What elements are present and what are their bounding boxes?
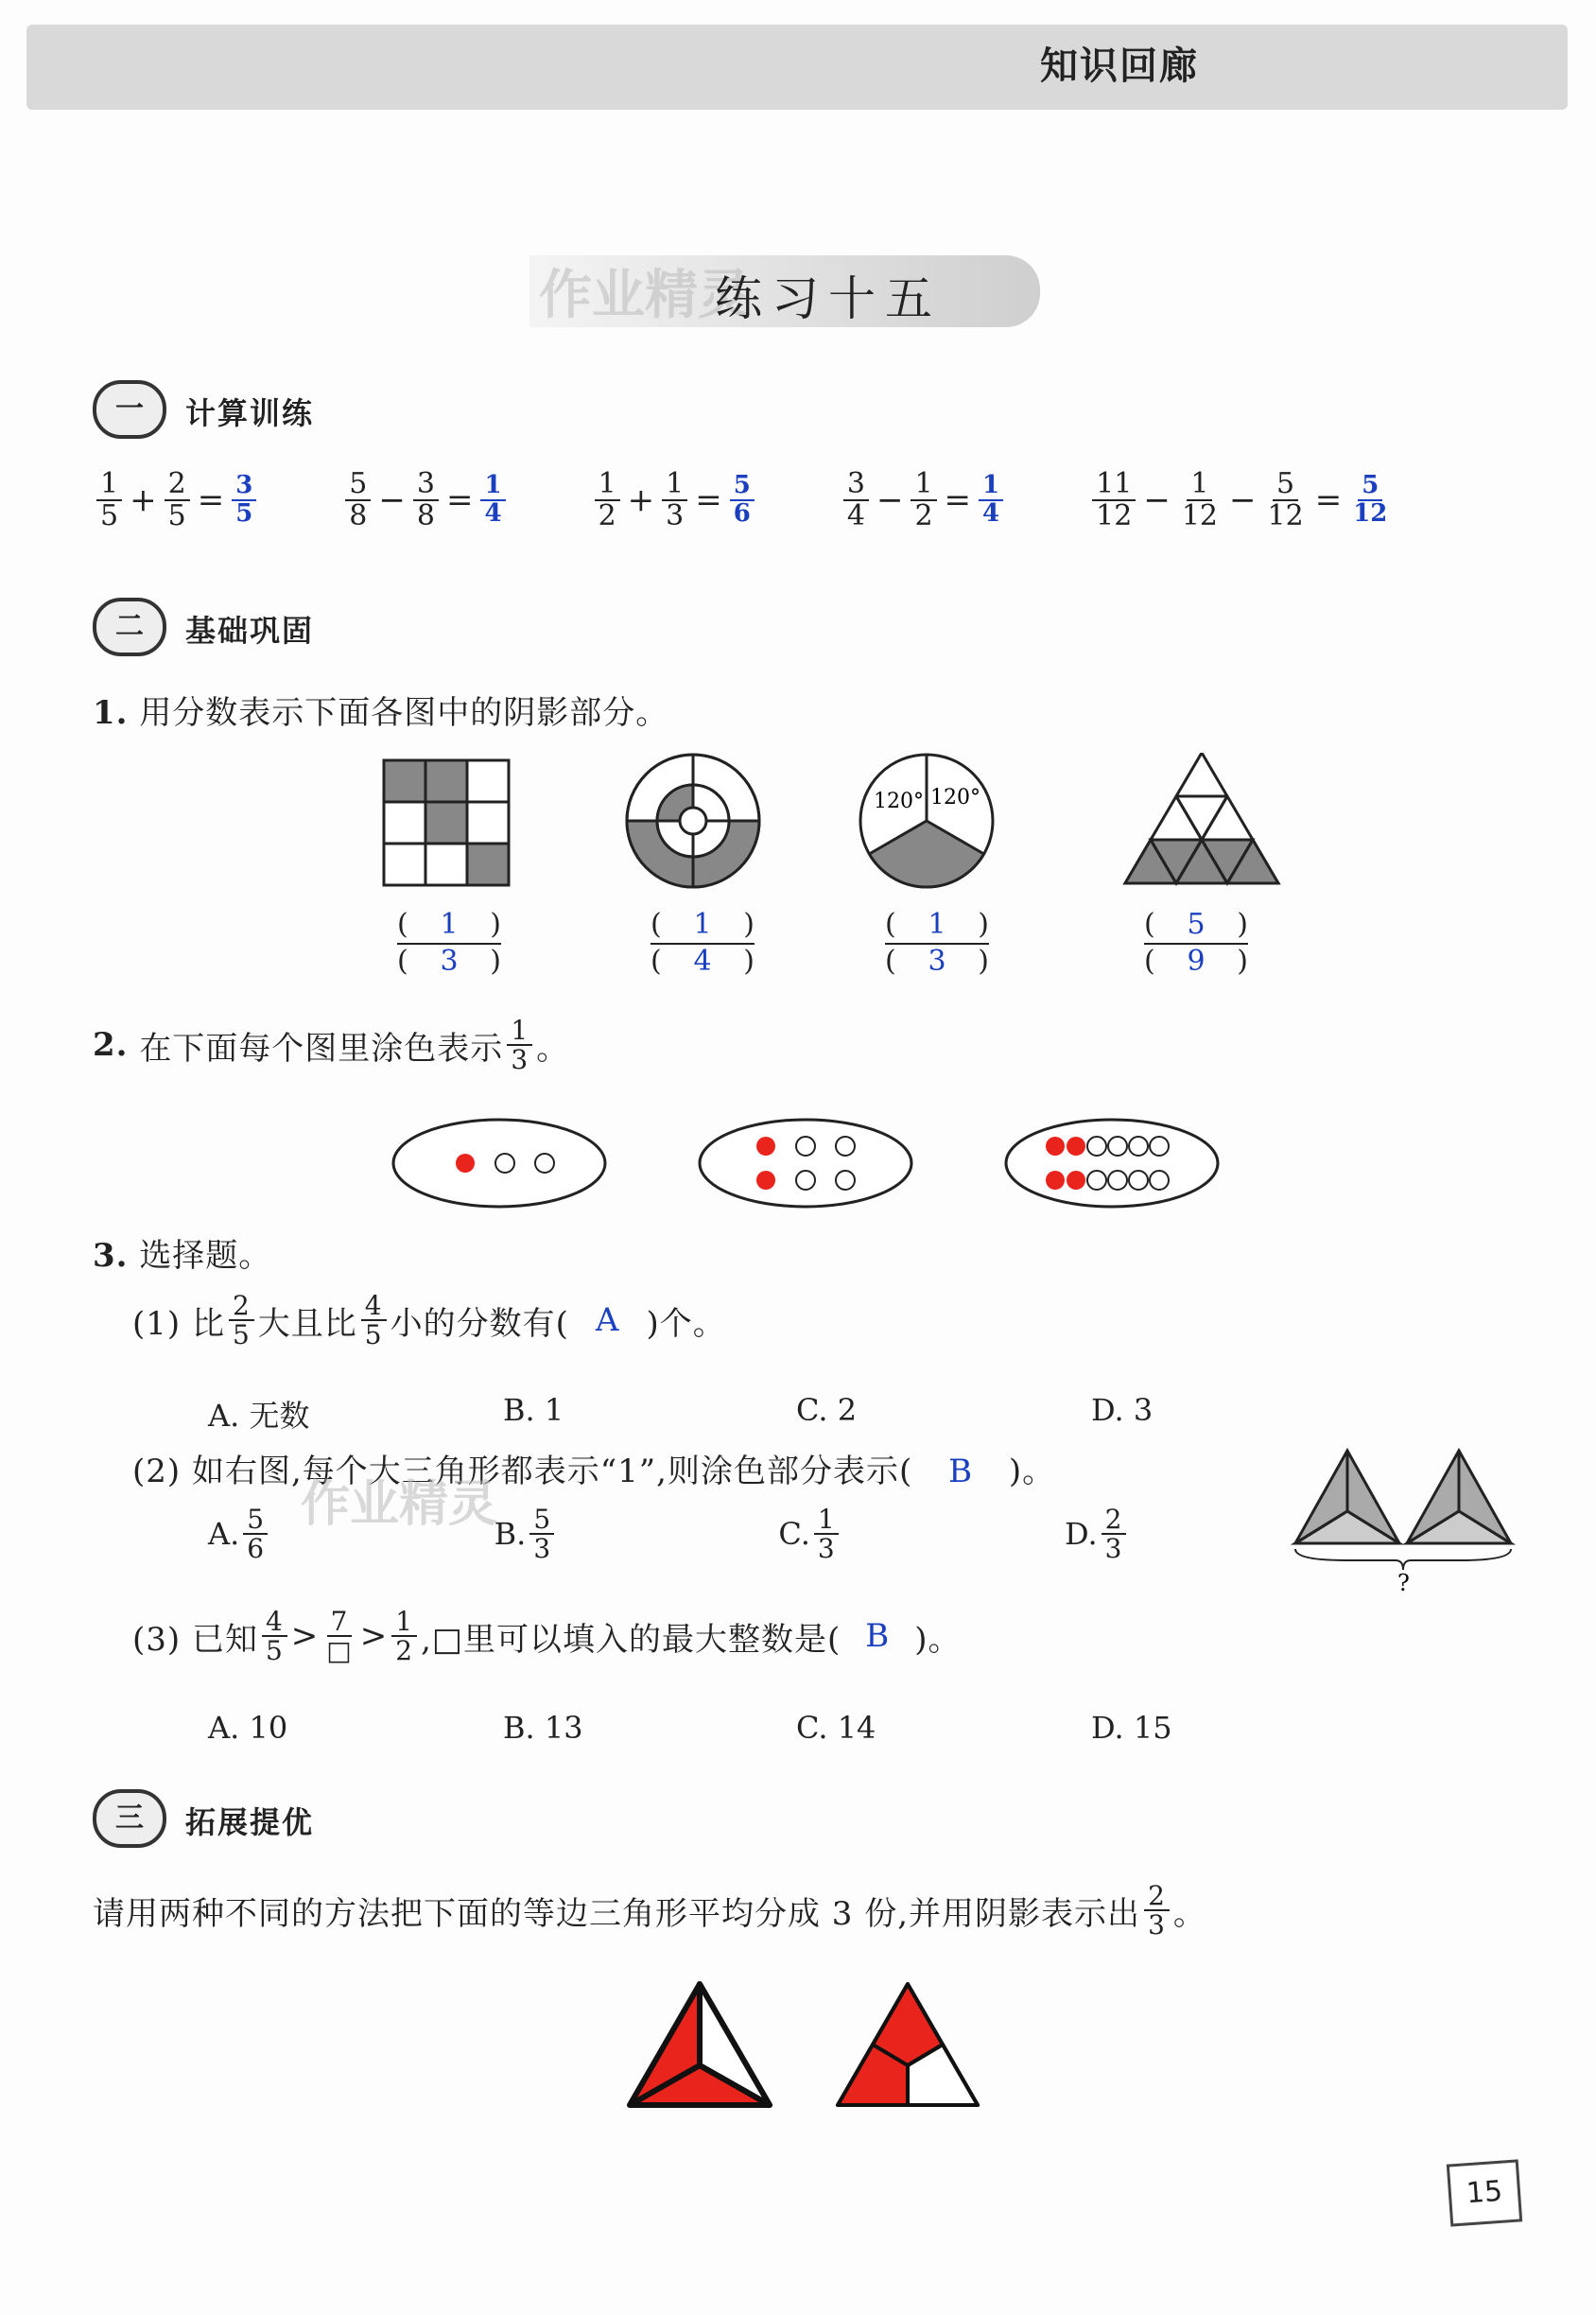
option: C. 2 xyxy=(796,1392,858,1428)
numerator: 1 xyxy=(814,1506,839,1535)
option xyxy=(778,1506,1065,1563)
q3-triangles-figure xyxy=(1290,1443,1526,1594)
numerator: 7 xyxy=(327,1608,353,1637)
operator: = xyxy=(445,480,474,519)
fraction xyxy=(391,1608,417,1665)
q3-part3 xyxy=(132,1608,962,1665)
numerator: 5 xyxy=(1273,469,1298,501)
oval-6 xyxy=(700,1120,911,1207)
operator: = xyxy=(197,480,225,519)
answer-blank xyxy=(885,908,989,978)
paren: ( xyxy=(1144,908,1155,941)
paren: ) xyxy=(743,908,755,941)
fraction xyxy=(1144,1882,1170,1940)
answer: B xyxy=(865,1617,891,1656)
punct: 。 xyxy=(536,1029,570,1068)
question-3 xyxy=(93,1229,271,1276)
denominator: 5 xyxy=(232,1319,251,1351)
q4-triangles xyxy=(624,1976,1002,2118)
option: D. 15 xyxy=(1091,1710,1172,1746)
denominator: 3 xyxy=(533,1533,551,1565)
q3-part1-options xyxy=(208,1392,1248,1436)
question-text: 用分数表示下面各图中的阴影部分。 xyxy=(139,694,669,732)
denominator: 2 xyxy=(598,498,616,532)
fraction xyxy=(322,1608,356,1665)
text: )个。 xyxy=(646,1304,726,1343)
section-badge: 二 xyxy=(93,598,166,656)
denominator: 5 xyxy=(100,498,119,532)
answer: A xyxy=(595,1301,620,1340)
fraction xyxy=(1178,469,1222,531)
svg-text:120°: 120° xyxy=(874,790,924,813)
denominator: 5 xyxy=(265,1635,284,1667)
text: )。 xyxy=(914,1620,962,1659)
text: 大且比 xyxy=(257,1304,357,1343)
denominator: 12 xyxy=(1267,498,1304,532)
numerator: 1 xyxy=(1187,469,1212,501)
denominator: 12 xyxy=(1096,498,1133,532)
q3-part3-options xyxy=(208,1710,1248,1746)
oval-3 xyxy=(393,1120,605,1207)
section-badge: 一 xyxy=(93,380,166,439)
fraction xyxy=(662,469,687,531)
paren: ( xyxy=(651,945,662,978)
numerator: 2 xyxy=(1102,1506,1126,1535)
method-2 xyxy=(838,1984,978,2105)
denominator: 3 xyxy=(511,1044,529,1076)
denominator: 12 xyxy=(1181,498,1218,532)
answer-value: 1 xyxy=(928,908,946,941)
fraction xyxy=(911,469,936,531)
question-number: 2. xyxy=(93,1026,129,1065)
option: B. 13 xyxy=(503,1710,583,1746)
numerator: 3 xyxy=(843,469,869,501)
question-text: 选择题。 xyxy=(139,1237,272,1275)
triangle-figure xyxy=(1125,753,1278,883)
answer-fraction xyxy=(232,473,256,527)
fraction xyxy=(1264,469,1308,531)
option: B. 1 xyxy=(503,1392,564,1428)
numerator: 1 xyxy=(662,469,687,501)
answer-fraction xyxy=(979,473,1003,527)
denominator: 5 xyxy=(167,498,186,532)
denominator: 5 xyxy=(364,1319,383,1351)
watermark: 作业精灵 xyxy=(539,265,751,326)
denominator: □ xyxy=(326,1635,353,1667)
fraction xyxy=(345,469,371,531)
operator: + xyxy=(130,480,157,519)
denominator: 3 xyxy=(1104,1533,1122,1565)
practice-title: 练习十五 xyxy=(715,271,942,326)
numerator: 4 xyxy=(262,1608,287,1637)
numerator: 1 xyxy=(595,469,620,501)
question-4 xyxy=(93,1882,1206,1940)
operator: − xyxy=(378,480,406,519)
text: (2) 如右图,每个大三角形都表示“1”,则涂色部分表示( xyxy=(132,1453,913,1490)
q3-part2 xyxy=(132,1445,1055,1491)
numerator: 11 xyxy=(1092,469,1136,501)
denominator: 4 xyxy=(484,498,502,528)
denominator: 4 xyxy=(982,498,1000,528)
denominator: 4 xyxy=(846,498,865,532)
text: > xyxy=(359,1617,389,1656)
grid-figure xyxy=(384,760,509,885)
paren: ( xyxy=(651,908,662,941)
answer-value: 9 xyxy=(1187,945,1206,978)
fraction xyxy=(243,1506,268,1563)
operator: + xyxy=(627,480,655,519)
question-2 xyxy=(93,1017,569,1074)
paren: ( xyxy=(885,945,896,978)
option-letter: D. xyxy=(1064,1516,1098,1553)
section-title: 计算训练 xyxy=(185,395,315,431)
calc-item xyxy=(1088,469,1395,531)
numerator: 1 xyxy=(911,469,936,501)
calc-item xyxy=(93,469,260,531)
denominator: 3 xyxy=(817,1533,835,1565)
numerator: 3 xyxy=(232,473,256,500)
paren: ) xyxy=(1237,908,1248,941)
numerator: 5 xyxy=(243,1506,268,1535)
denominator: 3 xyxy=(1148,1909,1166,1941)
answer-fraction xyxy=(480,473,505,527)
calc-row xyxy=(93,469,1511,531)
q2-ovals xyxy=(388,1112,1239,1216)
answer-fraction xyxy=(730,473,755,527)
answer-blank xyxy=(1144,908,1248,978)
fraction xyxy=(1102,1506,1126,1563)
fraction xyxy=(165,469,190,531)
option: D. 3 xyxy=(1091,1392,1154,1428)
fraction xyxy=(529,1506,554,1563)
numerator: 5 xyxy=(529,1506,554,1535)
option: A. 无数 xyxy=(208,1398,310,1434)
option: C. 14 xyxy=(796,1710,876,1746)
numerator: 4 xyxy=(361,1292,387,1321)
fraction xyxy=(814,1506,839,1563)
section-title: 拓展提优 xyxy=(185,1804,315,1840)
paren: ) xyxy=(1237,945,1248,978)
operator: − xyxy=(1143,480,1171,519)
text: (3) 已知 xyxy=(132,1620,258,1659)
option-letter: B. xyxy=(494,1516,527,1553)
method-1 xyxy=(630,1984,770,2105)
option-letter: A. xyxy=(208,1516,240,1553)
denominator: 6 xyxy=(247,1533,265,1565)
operator: = xyxy=(944,480,972,519)
header-band xyxy=(26,25,1568,110)
q3-part1 xyxy=(132,1292,726,1349)
paren: ) xyxy=(743,945,755,978)
text: (1) 比 xyxy=(132,1304,225,1343)
numerator: 1 xyxy=(96,469,122,501)
paren: ( xyxy=(1144,945,1155,978)
operator: = xyxy=(1314,480,1343,519)
option xyxy=(494,1506,779,1563)
question-mark: ? xyxy=(1397,1570,1410,1594)
answer-value: 5 xyxy=(1187,908,1206,941)
paren: ) xyxy=(490,908,501,941)
answer-fraction xyxy=(1349,473,1391,527)
denominator: 3 xyxy=(666,498,685,532)
denominator: 8 xyxy=(349,498,368,532)
text: > xyxy=(290,1617,320,1656)
answer-blank xyxy=(397,908,501,978)
question-text: 请用两种不同的方法把下面的等边三角形平均分成 3 份,并用阴影表示出 xyxy=(93,1894,1141,1933)
punct: 。 xyxy=(1172,1894,1206,1933)
answer-value: 4 xyxy=(693,945,712,978)
paren: ( xyxy=(397,908,408,941)
text: )。 xyxy=(1008,1453,1056,1490)
numerator: 2 xyxy=(229,1292,254,1321)
numerator: 1 xyxy=(507,1017,532,1046)
question-number: 1. xyxy=(93,694,129,732)
numerator: 1 xyxy=(979,473,1003,500)
denominator: 2 xyxy=(914,498,933,532)
option xyxy=(1065,1506,1248,1563)
text: ,□里可以填入的最大整数是( xyxy=(421,1620,841,1659)
answer: B xyxy=(948,1453,974,1490)
calc-item xyxy=(591,469,758,531)
option-letter: C. xyxy=(778,1516,810,1553)
paren: ) xyxy=(978,908,989,941)
fraction xyxy=(229,1292,254,1349)
operator: − xyxy=(1229,480,1257,519)
paren: ( xyxy=(397,945,408,978)
question-1 xyxy=(93,687,668,733)
ring-figure xyxy=(627,755,759,887)
fraction xyxy=(361,1292,387,1349)
denominator: 6 xyxy=(733,498,751,528)
oval-12 xyxy=(1006,1120,1218,1207)
numerator: 5 xyxy=(345,469,371,501)
fraction xyxy=(413,469,439,531)
operator: − xyxy=(876,480,904,519)
section-badge: 三 xyxy=(93,1789,166,1848)
numerator: 2 xyxy=(1144,1882,1170,1911)
fraction xyxy=(595,469,620,531)
calc-item xyxy=(840,469,1007,531)
answer-value: 1 xyxy=(693,908,712,941)
fraction xyxy=(843,469,869,531)
answer-blank xyxy=(651,908,755,978)
numerator: 1 xyxy=(480,473,505,500)
text: 小的分数有( xyxy=(390,1304,569,1343)
watermark: 作业精灵 xyxy=(301,1476,498,1533)
header-title: 知识回廊 xyxy=(1040,44,1199,88)
answer-value: 3 xyxy=(440,945,459,978)
numerator: 1 xyxy=(391,1608,417,1637)
q3-part2-options xyxy=(208,1506,1248,1563)
question-number: 3. xyxy=(93,1237,129,1275)
fraction xyxy=(1092,469,1136,531)
thirds-figure xyxy=(860,755,993,887)
svg-text:120°: 120° xyxy=(930,786,980,809)
numerator: 5 xyxy=(1358,473,1382,500)
numerator: 3 xyxy=(413,469,439,501)
option xyxy=(208,1506,494,1563)
denominator: 2 xyxy=(395,1635,414,1667)
calc-item xyxy=(341,469,509,531)
denominator: 8 xyxy=(416,498,435,532)
section-title: 基础巩固 xyxy=(185,613,315,649)
page-number: 15 xyxy=(1447,2159,1522,2226)
fraction xyxy=(262,1608,287,1665)
q1-answers xyxy=(388,908,1333,993)
numerator: 2 xyxy=(165,469,190,501)
q1-figures xyxy=(378,753,1324,895)
answer-value: 1 xyxy=(440,908,459,941)
numerator: 5 xyxy=(730,473,755,500)
paren: ) xyxy=(490,945,501,978)
operator: = xyxy=(695,480,722,519)
option: A. 10 xyxy=(208,1710,288,1746)
denominator: 5 xyxy=(235,498,253,528)
paren: ) xyxy=(978,945,989,978)
fraction xyxy=(96,469,122,531)
fraction xyxy=(507,1017,532,1074)
denominator: 12 xyxy=(1353,498,1388,528)
question-text: 在下面每个图里涂色表示 xyxy=(139,1029,504,1068)
answer-value: 3 xyxy=(928,945,946,978)
paren: ( xyxy=(885,908,896,941)
